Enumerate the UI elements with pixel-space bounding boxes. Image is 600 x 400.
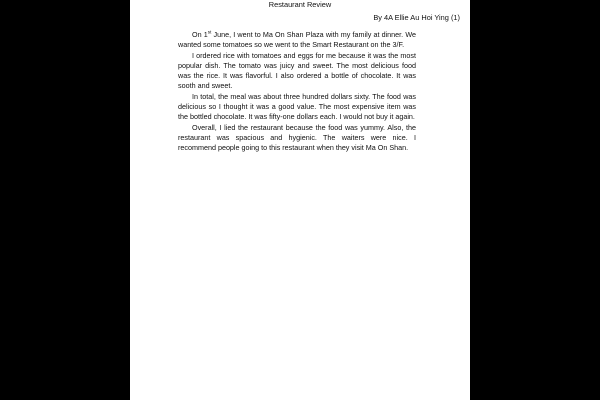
paragraph-1-text-start: On 1 xyxy=(192,30,208,39)
paragraph-3: In total, the meal was about three hundred dollars sixty. The food was delicious so I thought it was a good value. The most expensive item was the bottled chocolate. It was fifty-one dollars each. I would not buy it again. xyxy=(178,91,416,122)
document-title: Restaurant Review xyxy=(268,0,332,9)
paragraph-2: I ordered rice with tomatoes and eggs for me because it was the most popular dish. The tomato was juicy and sweet. The most delicious food was the rice. It was flavorful. I also ordered a bottle of chocolate. It was sooth and sweet. xyxy=(178,50,416,91)
document-body xyxy=(178,30,416,154)
author-byline: By 4A Ellie Au Hoi Ying (1) xyxy=(373,13,460,22)
ordinal-suffix: st xyxy=(207,29,212,35)
document-page xyxy=(130,0,470,400)
paragraph-4: Overall, I lied the restaurant because the food was yummy. Also, the restaurant was spacious and hygienic. The waiters were nice. I recommend people going to this restaurant when they visit Ma On Shan. xyxy=(178,122,416,153)
paragraph-1-text-rest: June, I went to Ma On Shan Plaza with my family at dinner. We wanted some tomatoes so we went to the Smart Restaurant on the 3/F. xyxy=(178,30,416,50)
paragraph-1 xyxy=(178,30,416,51)
